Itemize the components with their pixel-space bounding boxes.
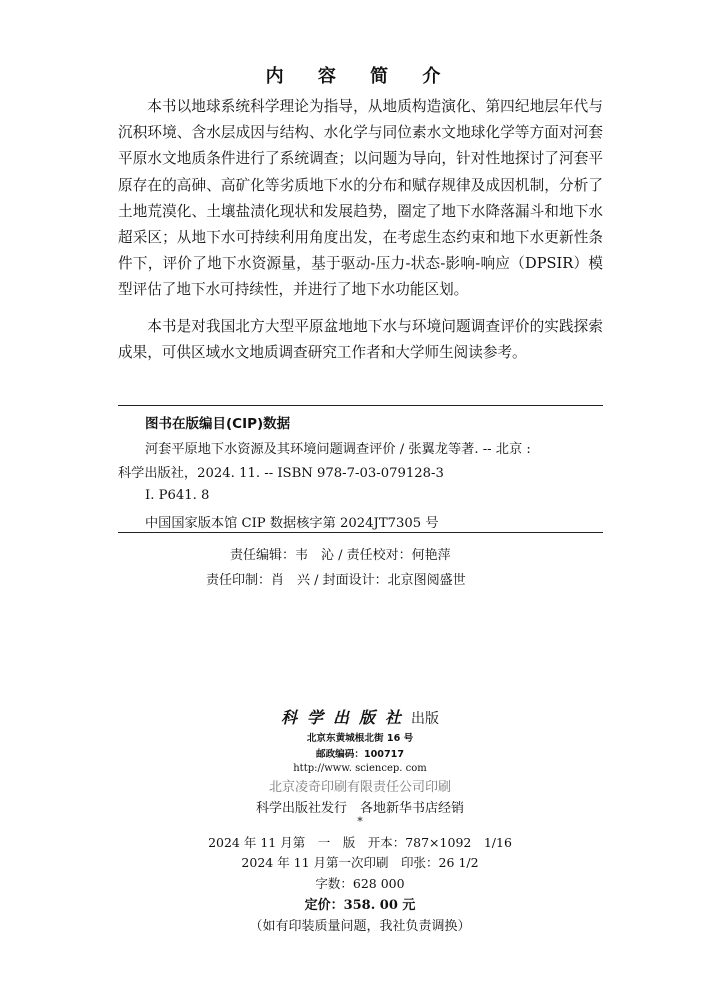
cip-record-number: 中国国家版本馆 CIP 数据核字第 2024JT7305 号 [145, 516, 439, 531]
printing-info: 2024 年 11 月第一次印刷 印张：26 1/2 [241, 855, 479, 870]
editor-credits: 责任编辑：韦 沁 / 责任校对：何艳萍 [230, 548, 451, 563]
cip-heading: 图书在版编目(CIP)数据 [145, 416, 291, 432]
publisher-line [0, 705, 720, 728]
production-credits: 责任印制：肖 兴 / 封面设计：北京图阅盛世 [206, 573, 466, 588]
publisher-url: http://www. sciencep. com [293, 763, 427, 774]
abstract-paragraph-1: 本书以地球系统科学理论为指导，从地质构造演化、第四纪地层年代与沉积环境、含水层成因与结构、水化学与同位素水文地球化学等方面对河套平原水文地质条件进行了系统调查；以问题为导向，针对性地探讨了河套平原存在的高砷、高矿化等劣质地下水的分布和赋存规律及成因机制，分析了土地荒漠化、土壤盐渍化现状和发展趋势，圈定了地下水降落漏斗和地下水超采区；从地下水可持续利用角度出发，在考虑生态约束和地下水更新性条件下，评价了地下水资源量，基于驱动-压力-状态-影响-响应（DPSIR）模型评估了地下水可持续性，并进行了地下水功能区划。 [118, 98, 603, 299]
abstract-paragraph-2: 本书是对我国北方大型平原盆地地下水与环境问题调查评价的实践探索成果，可供区域水文地质调查研究工作者和大学师生阅读参考。 [118, 318, 603, 362]
publisher-zipcode: 邮政编码：100717 [315, 749, 405, 760]
cip-top-rule [118, 405, 603, 406]
cip-line-1: 河套平原地下水资源及其环境问题调查评价 / 张翼龙等著. -- 北京 : [145, 442, 531, 457]
quality-notice: （如有印装质量问题，我社负责调换） [249, 919, 471, 934]
edition-info: 2024 年 11 月第 一 版 开本：787×1092 1/16 [208, 835, 512, 850]
page-title: 内 容 简 介 [265, 66, 455, 87]
cip-classification: Ⅰ. P641. 8 [145, 488, 210, 503]
publisher-suffix: 出版 [411, 711, 439, 727]
separator-star: * [357, 815, 363, 828]
cip-bottom-rule [118, 532, 603, 533]
publisher-name: 科学出版社 [280, 708, 411, 727]
cip-line-2: 科学出版社，2024. 11. -- ISBN 978-7-03-079128-3 [118, 466, 444, 481]
printer-name: 北京凌奇印刷有限责任公司印刷 [268, 780, 451, 795]
price: 定价：358. 00 元 [304, 898, 416, 913]
word-count: 字数：628 000 [315, 876, 405, 891]
distribution-info: 科学出版社发行 各地新华书店经销 [255, 801, 464, 816]
publisher-address: 北京东黄城根北街 16 号 [306, 733, 414, 744]
